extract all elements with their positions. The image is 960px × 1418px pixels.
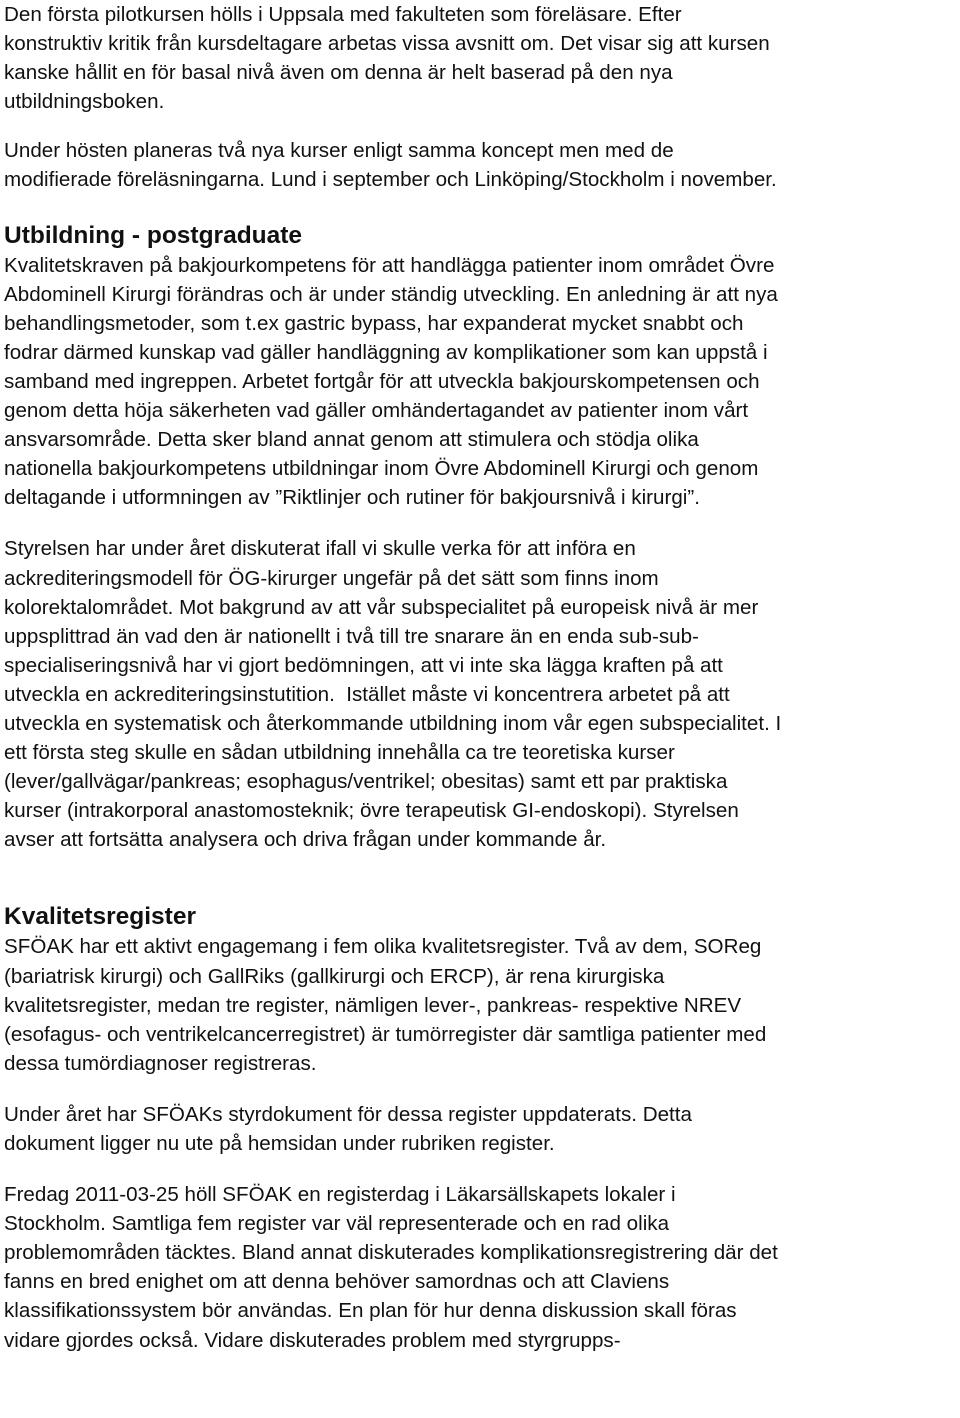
text-line: Abdominell Kirurgi förändras och är under ständig utveckling. En anledning är att nya: [4, 282, 778, 306]
paragraph-autumn-courses: [4, 136, 960, 194]
section-heading-postgraduate: Utbildning - postgraduate: [4, 221, 303, 249]
text-line: behandlingsmetoder, som t.ex gastric bypass, har expanderat mycket snabbt och: [4, 311, 744, 335]
text-line: ansvarsområde. Detta sker bland annat genom att stimulera och stödja olika: [4, 428, 699, 452]
text-line: samband med ingreppen. Arbetet fortgår för att utveckla bakjourskompetensen och: [4, 369, 760, 393]
text-line: Under hösten planeras två nya kurser enligt samma koncept men med de: [4, 139, 674, 163]
section-quality-registers: [4, 902, 960, 1077]
text-line: ackrediteringsmodell för ÖG-kirurger ungefär på det sätt som finns inom: [4, 566, 659, 590]
document-page: [4, 0, 960, 1355]
text-line: kurser (intrakorporal anastomosteknik; övre terapeutisk GI-endoskopi). Styrelsen: [4, 799, 739, 823]
text-line: kvalitetsregister, medan tre register, nämligen lever-, pankreas- respektive NREV: [4, 993, 742, 1017]
text-line: fodrar därmed kunskap vad gäller handläggning av komplikationer som kan uppstå i: [4, 340, 768, 364]
text-line: nationella bakjourkompetens utbildningar inom Övre Abdominell Kirurgi och genom: [4, 457, 759, 481]
paragraph-board-accreditation: [4, 534, 960, 854]
text-line: utbildningsboken.: [4, 90, 165, 114]
section-postgraduate: [4, 221, 960, 513]
text-line: utveckla en systematisk och återkommande utbildning inom vår egen subspecialitet. I: [4, 711, 782, 735]
section-heading-quality-registers: Kvalitetsregister: [4, 903, 197, 931]
text-line: (lever/gallvägar/pankreas; esophagus/ventrikel; obesitas) samt ett par praktiska: [4, 770, 728, 794]
text-line: Den första pilotkursen hölls i Uppsala med fakulteten som föreläsare. Efter: [4, 3, 682, 26]
text-line: klassifikationssystem bör användas. En plan för hur denna diskussion skall föras: [4, 1299, 737, 1323]
text-line: avser att fortsätta analysera och driva frågan under kommande år.: [4, 828, 607, 852]
text-line: dokument ligger nu ute på hemsidan under rubriken register.: [4, 1132, 555, 1155]
text-line: konstruktiv kritik från kursdeltagare arbetas vissa avsnitt om. Det visar sig att kursen: [4, 32, 770, 56]
text-line: utveckla en ackrediteringsinstutition. Istället måste vi koncentrera arbetet på att: [4, 682, 730, 706]
text-line: modifierade föreläsningarna. Lund i september och Linköping/Stockholm i november.: [4, 168, 777, 192]
text-line: kanske hållit en för basal nivå även om denna är helt baserad på den nya: [4, 61, 673, 85]
text-line: ett första steg skulle en sådan utbildning innehålla ca tre teoretiska kurser: [4, 741, 675, 765]
text-line: Kvalitetskraven på bakjourkompetens för att handlägga patienter inom området Övre: [4, 253, 775, 277]
text-line: dessa tumördiagnoser registreras.: [4, 1051, 317, 1075]
text-line: kolorektalområdet. Mot bakgrund av att vår subspecialitet på europeisk nivå är mer: [4, 595, 759, 619]
text-line: deltagande i utformningen av ”Riktlinjer och rutiner för bakjoursnivå i kirurgi”.: [4, 486, 700, 510]
text-line: problemområden täcktes. Bland annat diskuterades komplikationsregistrering där det: [4, 1241, 778, 1265]
text-line: uppsplittrad än vad den är nationellt i två till tre snarare än en enda sub-sub-: [4, 624, 699, 648]
text-line: genom detta höja säkerheten vad gäller omhändertagandet av patienter inom vårt: [4, 399, 749, 423]
text-line: (bariatrisk kirurgi) och GallRiks (gallkirurgi och ERCP), är rena kirurgiska: [4, 964, 665, 988]
text-line: (esofagus- och ventrikelcancerregistret) är tumörregister där samtliga patienter med: [4, 1022, 767, 1046]
text-line: Stockholm. Samtliga fem register var väl representerade och en rad olika: [4, 1212, 670, 1236]
paragraph-steering-documents: [4, 1100, 960, 1158]
text-line: vidare gjordes också. Vidare diskuterades problem med styrgrupps-: [4, 1328, 621, 1352]
text-line: fanns en bred enighet om att denna behöver samordnas och att Claviens: [4, 1270, 670, 1294]
paragraph-pilot-course: [4, 0, 960, 116]
paragraph-register-day: [4, 1180, 960, 1355]
text-line: Under året har SFÖAKs styrdokument för dessa register uppdaterats. Detta: [4, 1102, 692, 1126]
text-line: specialiseringsnivå har vi gjort bedömningen, att vi inte ska lägga kraften på att: [4, 653, 723, 677]
text-line: Fredag 2011-03-25 höll SFÖAK en registerdag i Läkarsällskapets lokaler i: [4, 1183, 676, 1207]
text-line: SFÖAK har ett aktivt engagemang i fem olika kvalitetsregister. Två av dem, SOReg: [4, 935, 762, 959]
text-line: Styrelsen har under året diskuterat ifall vi skulle verka för att införa en: [4, 537, 636, 561]
